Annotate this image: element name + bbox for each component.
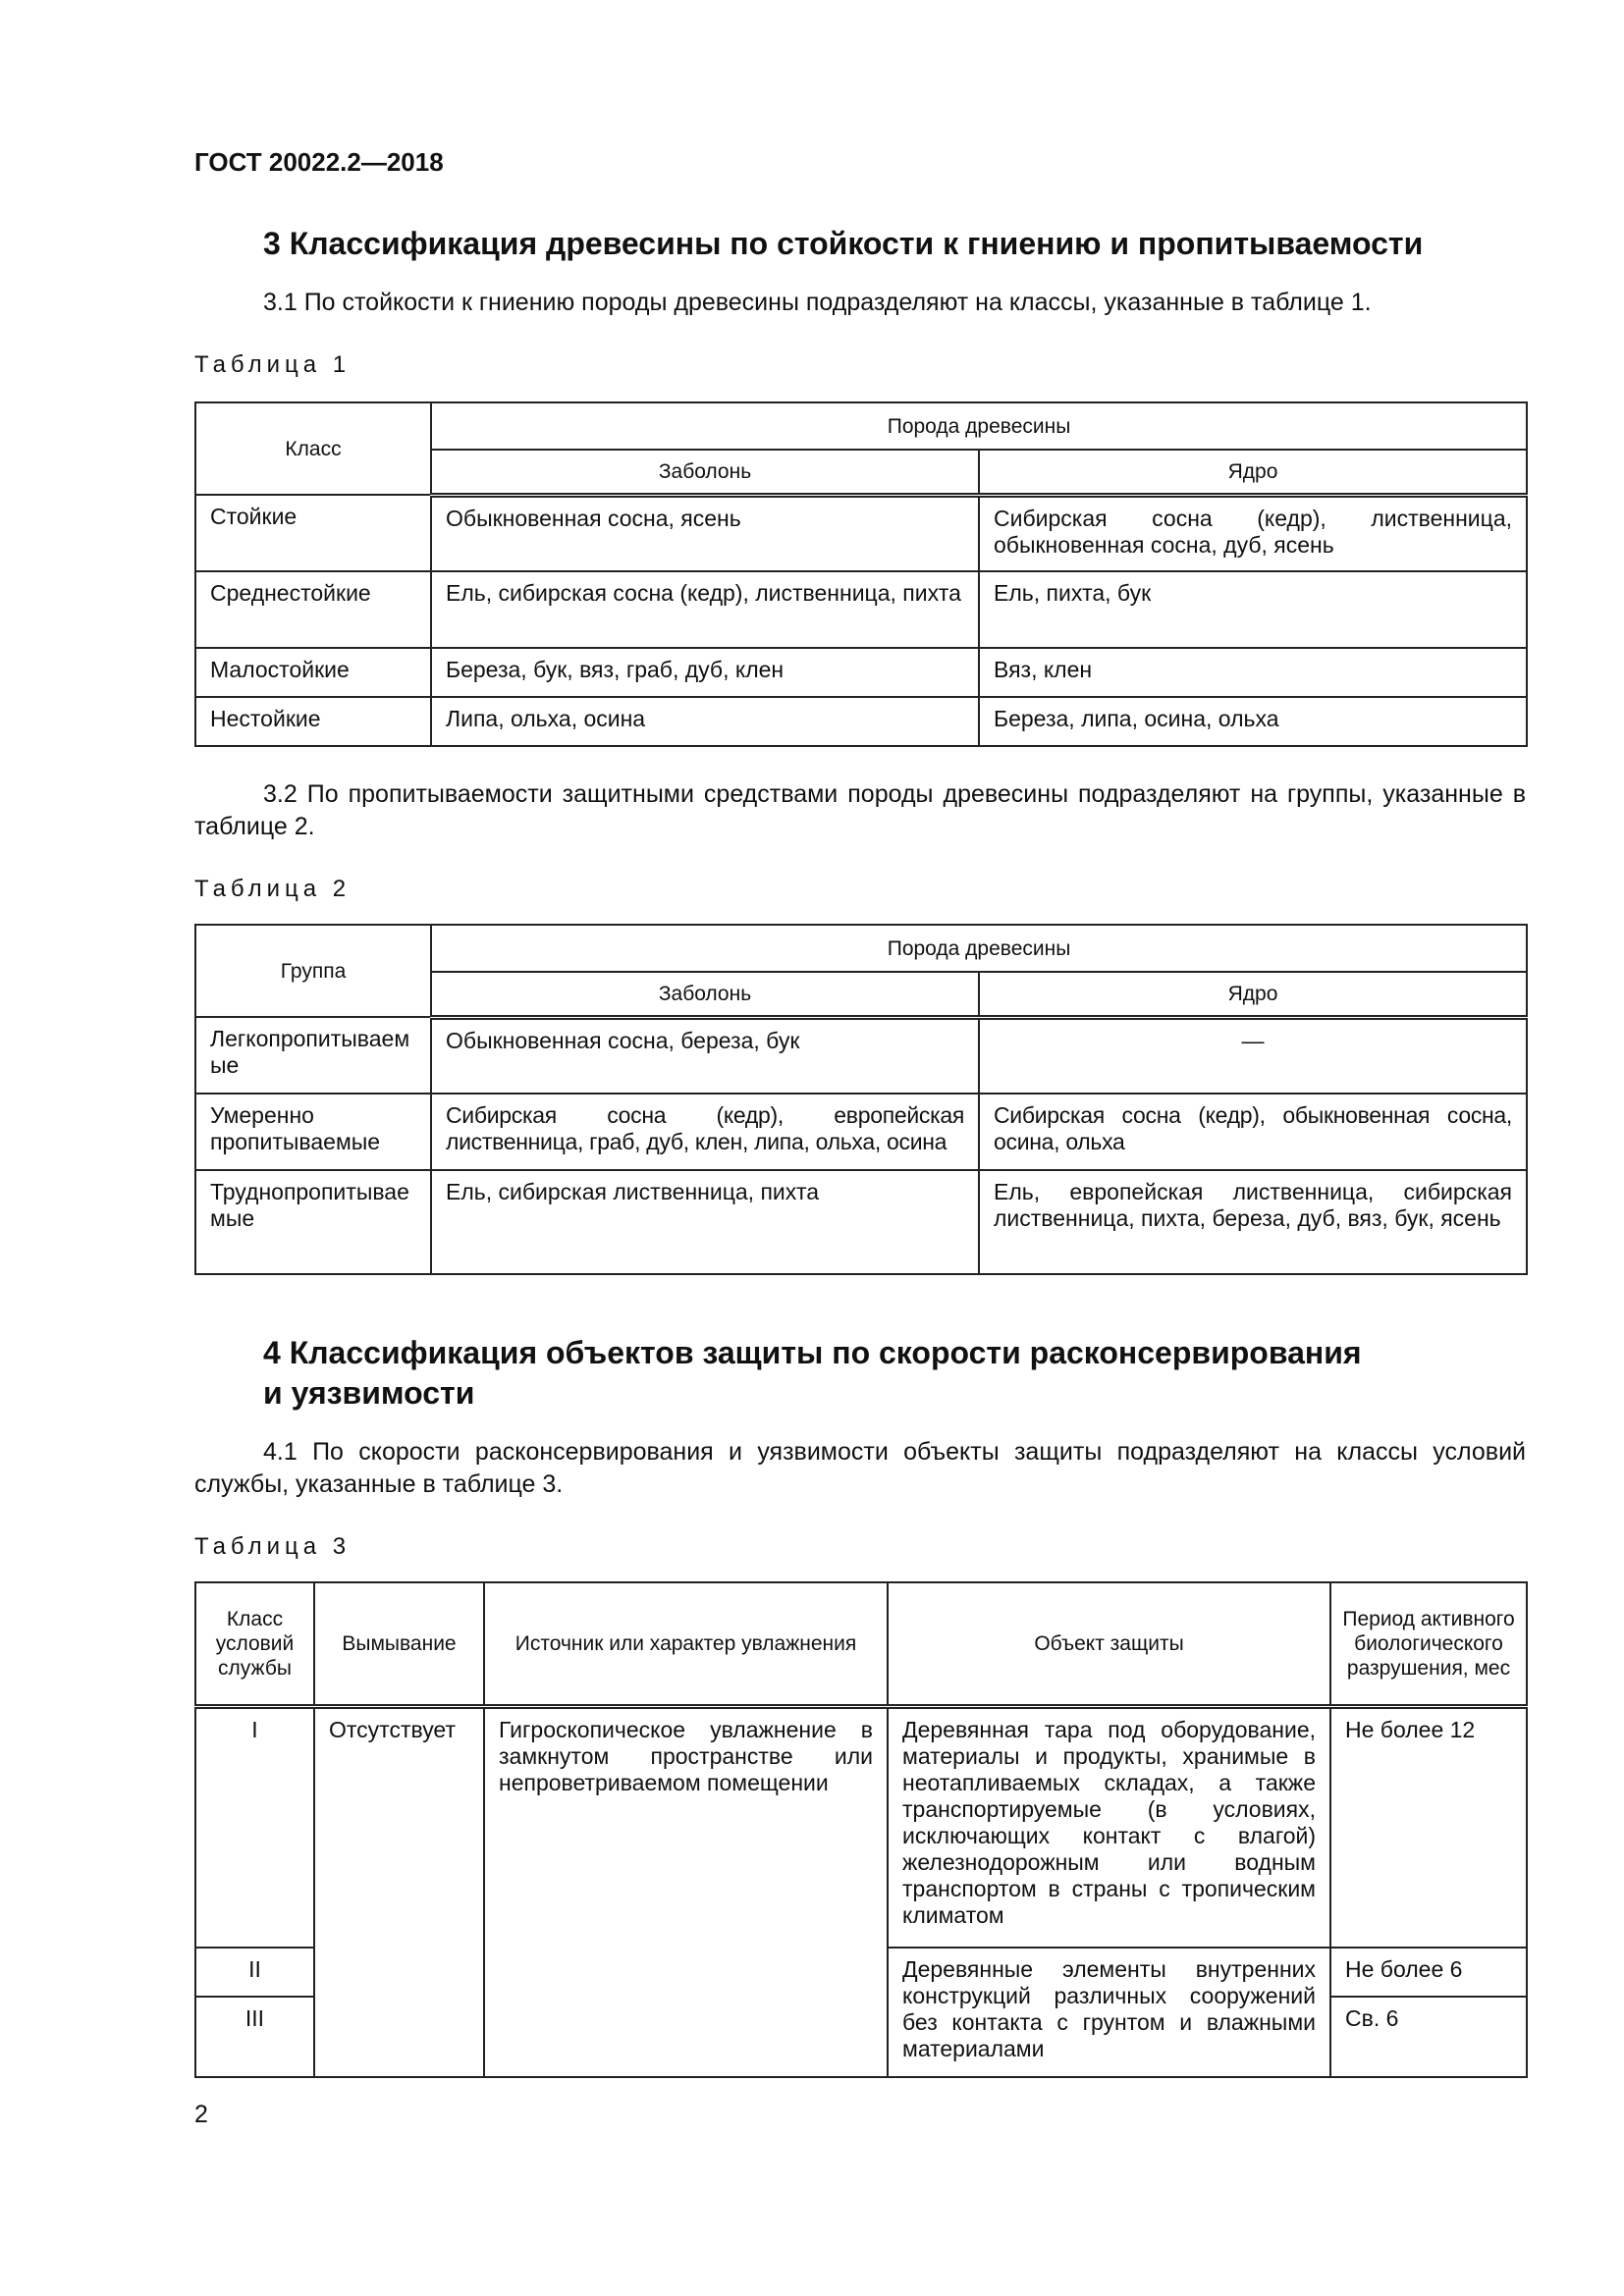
table-2 (194, 924, 1528, 1275)
table-1-sapwood-cell: Береза, бук, вяз, граб, дуб, клен (431, 648, 979, 697)
table-3-caption: Таблица 3 (194, 1533, 352, 1560)
table-row (195, 1017, 1527, 1094)
paragraph-3-1: 3.1 По стойкости к гниению породы древесины подразделяют на классы, указанные в таблице 1. (263, 289, 1372, 316)
table-1-header-class: Класс (195, 402, 431, 495)
table-3-header-washout: Вымывание (314, 1582, 484, 1706)
table-2-caption: Таблица 2 (194, 876, 352, 902)
table-1-header-sapwood: Заболонь (431, 450, 979, 495)
table-1-header-breed: Порода древесины (431, 402, 1527, 450)
table-2-sapwood-cell: Сибирская сосна (кедр), европейская лиственница, граб, дуб, клен, липа, ольха, осина (431, 1094, 979, 1170)
table-3-header-object: Объект защиты (888, 1582, 1330, 1706)
table-1-sapwood-cell: Ель, сибирская сосна (кедр), лиственница, пихта (431, 571, 979, 648)
table-1-core-cell: Береза, липа, осина, ольха (979, 697, 1527, 746)
table-2-sapwood-cell: Обыкновенная сосна, береза, бук (431, 1017, 979, 1094)
table-1-class-cell: Стойкие (195, 495, 431, 571)
table-1-header-core: Ядро (979, 450, 1527, 495)
table-3-class-cell: II (195, 1948, 314, 1997)
table-row (195, 1706, 1527, 1948)
table-2-group-cell: Легкопропитываемые (195, 1017, 431, 1094)
table-1 (194, 401, 1528, 747)
table-2-core-cell: Ель, европейская лиственница, сибирская лиственница, пихта, береза, дуб, вяз, бук, ясень (979, 1170, 1527, 1274)
table-1-sapwood-cell: Липа, ольха, осина (431, 697, 979, 746)
table-2-group-cell: Умеренно пропитываемые (195, 1094, 431, 1170)
table-2-core-cell: Сибирская сосна (кедр), обыкновенная сосна, осина, ольха (979, 1094, 1527, 1170)
table-1-caption: Таблица 1 (194, 351, 352, 378)
table-3-source-cell: Гигроскопическое увлажнение в замкнутом пространстве или непроветриваемом помещении (484, 1706, 888, 2077)
table-1-class-cell: Нестойкие (195, 697, 431, 746)
table-3-header-class: Класс условий службы (195, 1582, 314, 1706)
section-4-heading-line-1: 4 Классификация объектов защиты по скорости расконсервирования (263, 1335, 1362, 1370)
table-3-period-cell: Не более 12 (1330, 1706, 1527, 1948)
table-1-core-cell: Вяз, клен (979, 648, 1527, 697)
document-code: ГОСТ 20022.2—2018 (194, 147, 444, 177)
table-2-header-breed: Порода древесины (431, 925, 1527, 972)
table-3-object-cell: Деревянные элементы внутренних конструкций различных сооружений без контакта с грунтом и влажными материалами (888, 1948, 1330, 2077)
table-2-group-cell: Труднопропитываемые (195, 1170, 431, 1274)
table-3-period-cell: Не более 6 (1330, 1948, 1527, 1997)
table-2-sapwood-cell: Ель, сибирская лиственница, пихта (431, 1170, 979, 1274)
table-1-core-cell: Сибирская сосна (кедр), лиственница, обыкновенная сосна, дуб, ясень (979, 495, 1527, 571)
table-row (195, 1170, 1527, 1274)
table-2-core-cell: — (979, 1017, 1527, 1094)
table-row (195, 648, 1527, 697)
table-row (195, 495, 1527, 571)
table-3-washout-cell: Отсутствует (314, 1706, 484, 2077)
page-number: 2 (194, 2101, 208, 2128)
section-4-heading-line-2: и уязвимости (263, 1375, 475, 1411)
table-3-header-source: Источник или характер увлажнения (484, 1582, 888, 1706)
table-2-header-group: Группа (195, 925, 431, 1017)
table-1-class-cell: Малостойкие (195, 648, 431, 697)
table-3-class-cell: I (195, 1706, 314, 1948)
table-3-class-cell: III (195, 1997, 314, 2077)
table-2-header-core: Ядро (979, 972, 1527, 1017)
table-1-sapwood-cell: Обыкновенная сосна, ясень (431, 495, 979, 571)
table-3-object-cell: Деревянная тара под оборудование, материалы и продукты, хранимые в неотапливаемых складах, а также транспортируемые (в условиях, исключающих контакт с влагой) железнодорожным или водным транспортом в страны с тропическим климатом (888, 1706, 1330, 1948)
table-row (195, 571, 1527, 648)
table-1-core-cell: Ель, пихта, бук (979, 571, 1527, 648)
table-row (195, 697, 1527, 746)
section-3-heading: 3 Классификация древесины по стойкости к гниению и пропитываемости (263, 226, 1424, 261)
table-3-header-period: Период активного биологического разрушения, мес (1330, 1582, 1527, 1706)
table-row (195, 1094, 1527, 1170)
table-3-period-cell: Св. 6 (1330, 1997, 1527, 2077)
paragraph-3-2: 3.2 По пропитываемости защитными средствами породы древесины подразделяют на группы, указанные в таблице 2. (194, 780, 1526, 840)
paragraph-4-1: 4.1 По скорости расконсервирования и уязвимости объекты защиты подразделяют на классы условий службы, указанные в таблице 3. (194, 1438, 1526, 1498)
table-2-header-sapwood: Заболонь (431, 972, 979, 1017)
table-1-class-cell: Среднестойкие (195, 571, 431, 648)
table-3 (194, 1581, 1528, 2078)
